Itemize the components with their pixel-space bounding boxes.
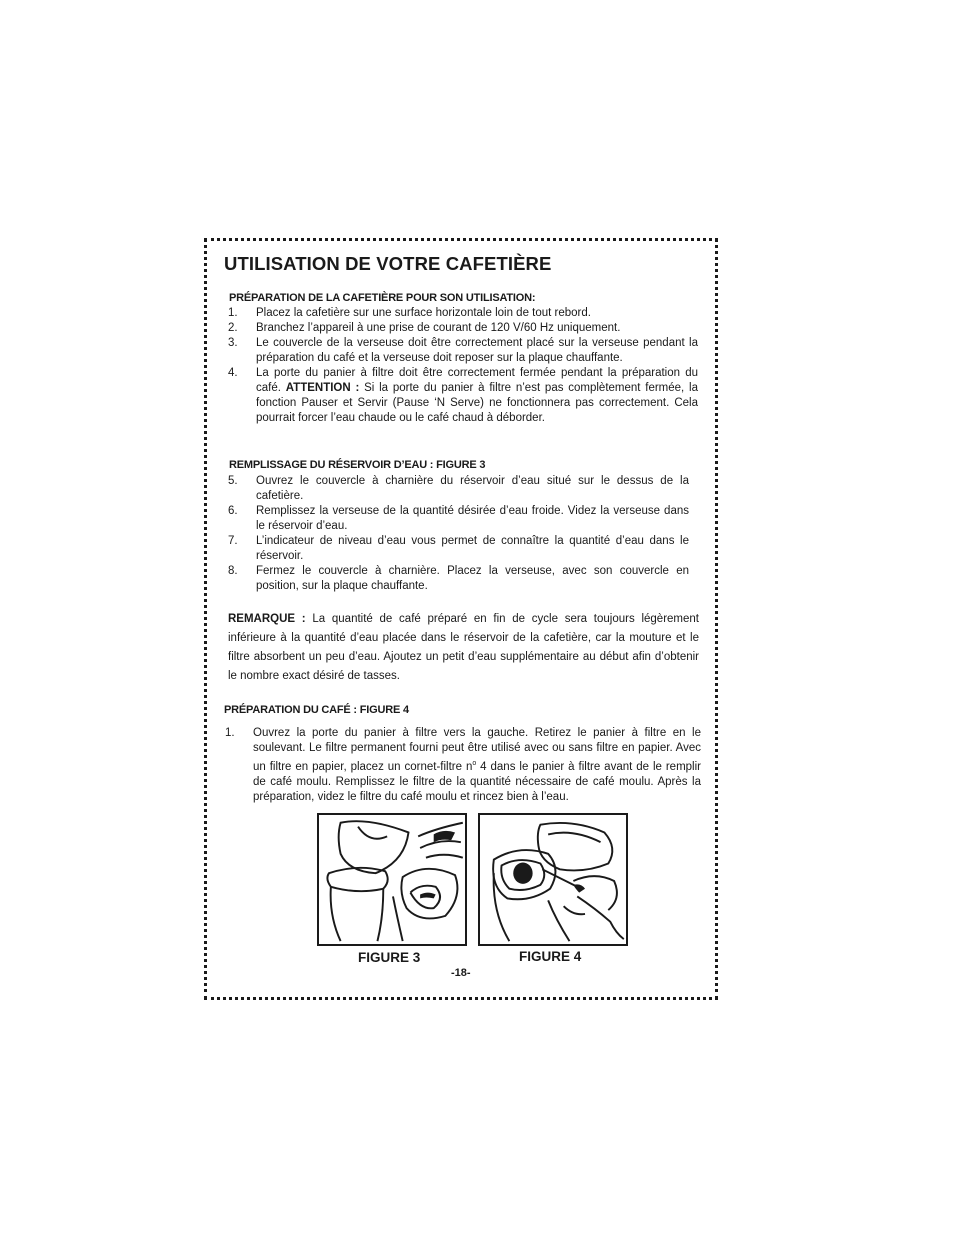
- reservoir-list: [228, 474, 689, 594]
- filter-basket-illustration: [480, 815, 626, 944]
- list-item: 8. Fermez le couvercle à charnière. Placez la verseuse, avec son couvercle en position, sur la plaque chauffante.: [228, 565, 689, 592]
- page-number: -18-: [451, 967, 471, 979]
- page-title: UTILISATION DE VOTRE CAFETIÈRE: [224, 253, 552, 274]
- list-item: 4. La porte du panier à filtre doit être correctement fermée pendant la préparation du café. ATTENTION : Si la porte du panier à filtre n’est pas complètement fermée, la fonction Pauser et Servir (Pause ‘N Serve) ne fonctionnera pas correctement. Cela pourrait forcer l’eau chaude ou le café chaud à déborder.: [228, 367, 698, 424]
- preparation-list: [228, 306, 698, 426]
- coffee-preparation-list: [225, 726, 701, 805]
- figure-4-illustration: [478, 813, 628, 946]
- water-filling-illustration: [319, 815, 465, 944]
- section-heading-preparation: PRÉPARATION DE LA CAFETIÈRE POUR SON UTILISATION:: [229, 292, 536, 304]
- section-heading-reservoir: REMPLISSAGE DU RÉSERVOIR D’EAU : FIGURE 3: [229, 459, 486, 471]
- figure-4-caption: FIGURE 4: [519, 949, 582, 964]
- figure-3-illustration: [317, 813, 467, 946]
- list-item: 5. Ouvrez le couvercle à charnière du réservoir d’eau situé sur le dessus de la cafetière.: [228, 475, 689, 502]
- list-item: 1. Ouvrez la porte du panier à filtre vers la gauche. Retirez le panier à filtre en le soulevant. Le filtre permanent fourni peut être utilisé avec ou sans filtre en papier. Avec un filtre en papier, placez un cornet-filtre $n^o$ 4 dans le panier à filtre avant de le remplir de café moulu. Remplissez le filtre de la quantité nécessaire de café moulu. Après la préparation, videz le filtre du café moulu et rincez bien à l’eau.: [225, 727, 701, 803]
- list-item: 6. Remplissez la verseuse de la quantité désirée d’eau froide. Videz la verseuse dans le réservoir d’eau.: [228, 505, 689, 532]
- section-heading-coffee: PRÉPARATION DU CAFÉ : FIGURE 4: [224, 704, 409, 716]
- list-item: 7. L’indicateur de niveau d’eau vous permet de connaître la quantité d’eau dans le réservoir.: [228, 535, 689, 562]
- figure-3-caption: FIGURE 3: [358, 950, 421, 965]
- remark-label: REMARQUE :: [228, 613, 306, 625]
- attention-label: ATTENTION :: [285, 382, 360, 394]
- list-item: 3. Le couvercle de la verseuse doit être correctement placé sur la verseuse pendant la préparation du café et la verseuse doit reposer sur la plaque chauffante.: [228, 337, 698, 364]
- list-item: 2. Branchez l’appareil à une prise de courant de 120 V/60 Hz uniquement.: [228, 322, 621, 334]
- remark-paragraph: REMARQUE : La quantité de café préparé en fin de cycle sera toujours légèrement inférieure à la quantité d’eau placée dans le réservoir de la cafetière, car la mouture et le filtre absorbent un peu d’eau. Ajoutez un petit d’eau supplémentaire au début afin d’obtenir le nombre exact désiré de tasses.: [228, 613, 699, 682]
- list-item: 1. Placez la cafetière sur une surface horizontale loin de tout rebord.: [228, 307, 591, 319]
